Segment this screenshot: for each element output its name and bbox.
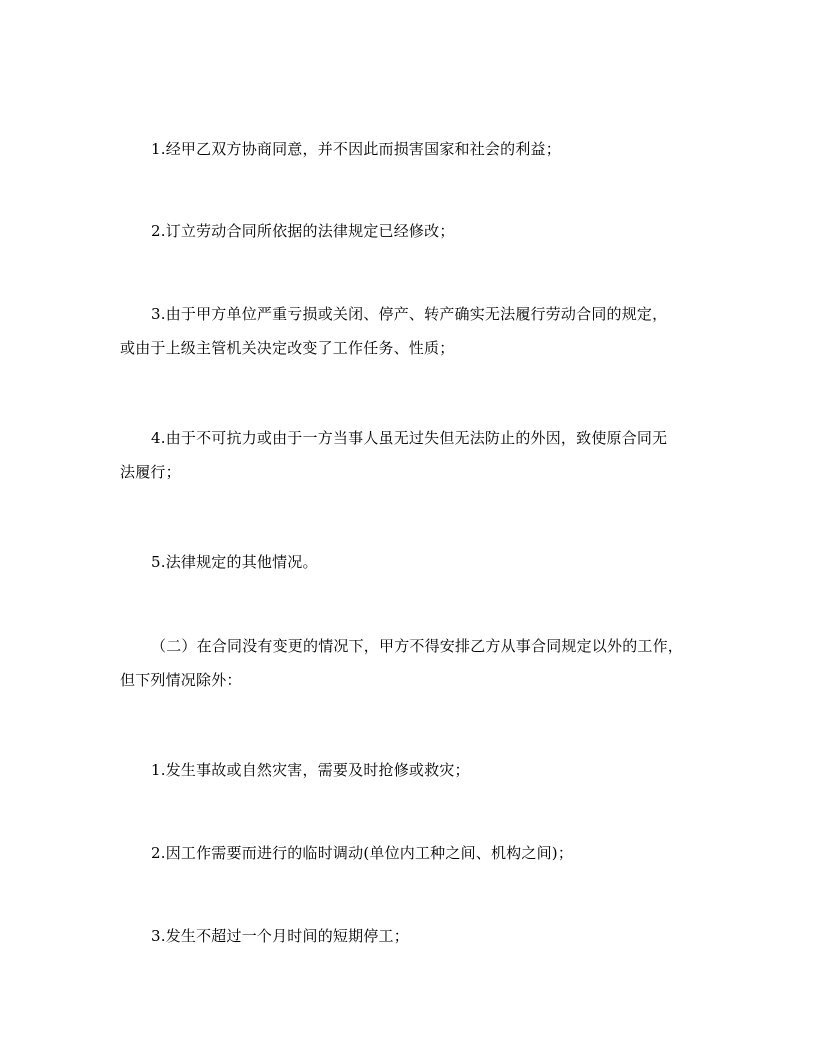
paragraph-line: 法履行； bbox=[120, 463, 181, 481]
paragraph-2 bbox=[120, 214, 710, 248]
paragraph-line: 3.由于甲方单位严重亏损或关闭、停产、转产确实无法履行劳动合同的规定， bbox=[151, 305, 668, 323]
paragraph-6 bbox=[120, 629, 710, 697]
paragraph-line: 但下列情况除外： bbox=[120, 671, 242, 689]
paragraph-line: 5.法律规定的其他情况。 bbox=[151, 553, 318, 571]
paragraph-line: 2.因工作需要而进行的临时调动(单位内工种之间、机构之间)； bbox=[151, 844, 574, 862]
paragraph-line: 4.由于不可抗力或由于一方当事人虽无过失但无法防止的外因，致使原合同无 bbox=[151, 429, 668, 447]
paragraph-8 bbox=[120, 836, 710, 870]
paragraph-line: （二）在合同没有变更的情况下，甲方不得安排乙方从事合同规定以外的工作， bbox=[151, 637, 684, 655]
paragraph-4 bbox=[120, 421, 710, 489]
paragraph-3 bbox=[120, 297, 710, 365]
paragraph-7 bbox=[120, 753, 710, 787]
paragraph-1 bbox=[120, 132, 710, 166]
paragraph-line: 3.发生不超过一个月时间的短期停工； bbox=[151, 927, 409, 945]
paragraph-line: 或由于上级主管机关决定改变了工作任务、性质； bbox=[120, 339, 455, 357]
paragraph-9 bbox=[120, 919, 710, 953]
paragraph-line: 1.发生事故或自然灾害，需要及时抢修或救灾； bbox=[151, 761, 470, 779]
paragraph-line: 1.经甲乙双方协商同意，并不因此而损害国家和社会的利益； bbox=[151, 140, 561, 158]
paragraph-line: 2.订立劳动合同所依据的法律规定已经修改； bbox=[151, 222, 455, 240]
paragraph-5 bbox=[120, 545, 710, 579]
